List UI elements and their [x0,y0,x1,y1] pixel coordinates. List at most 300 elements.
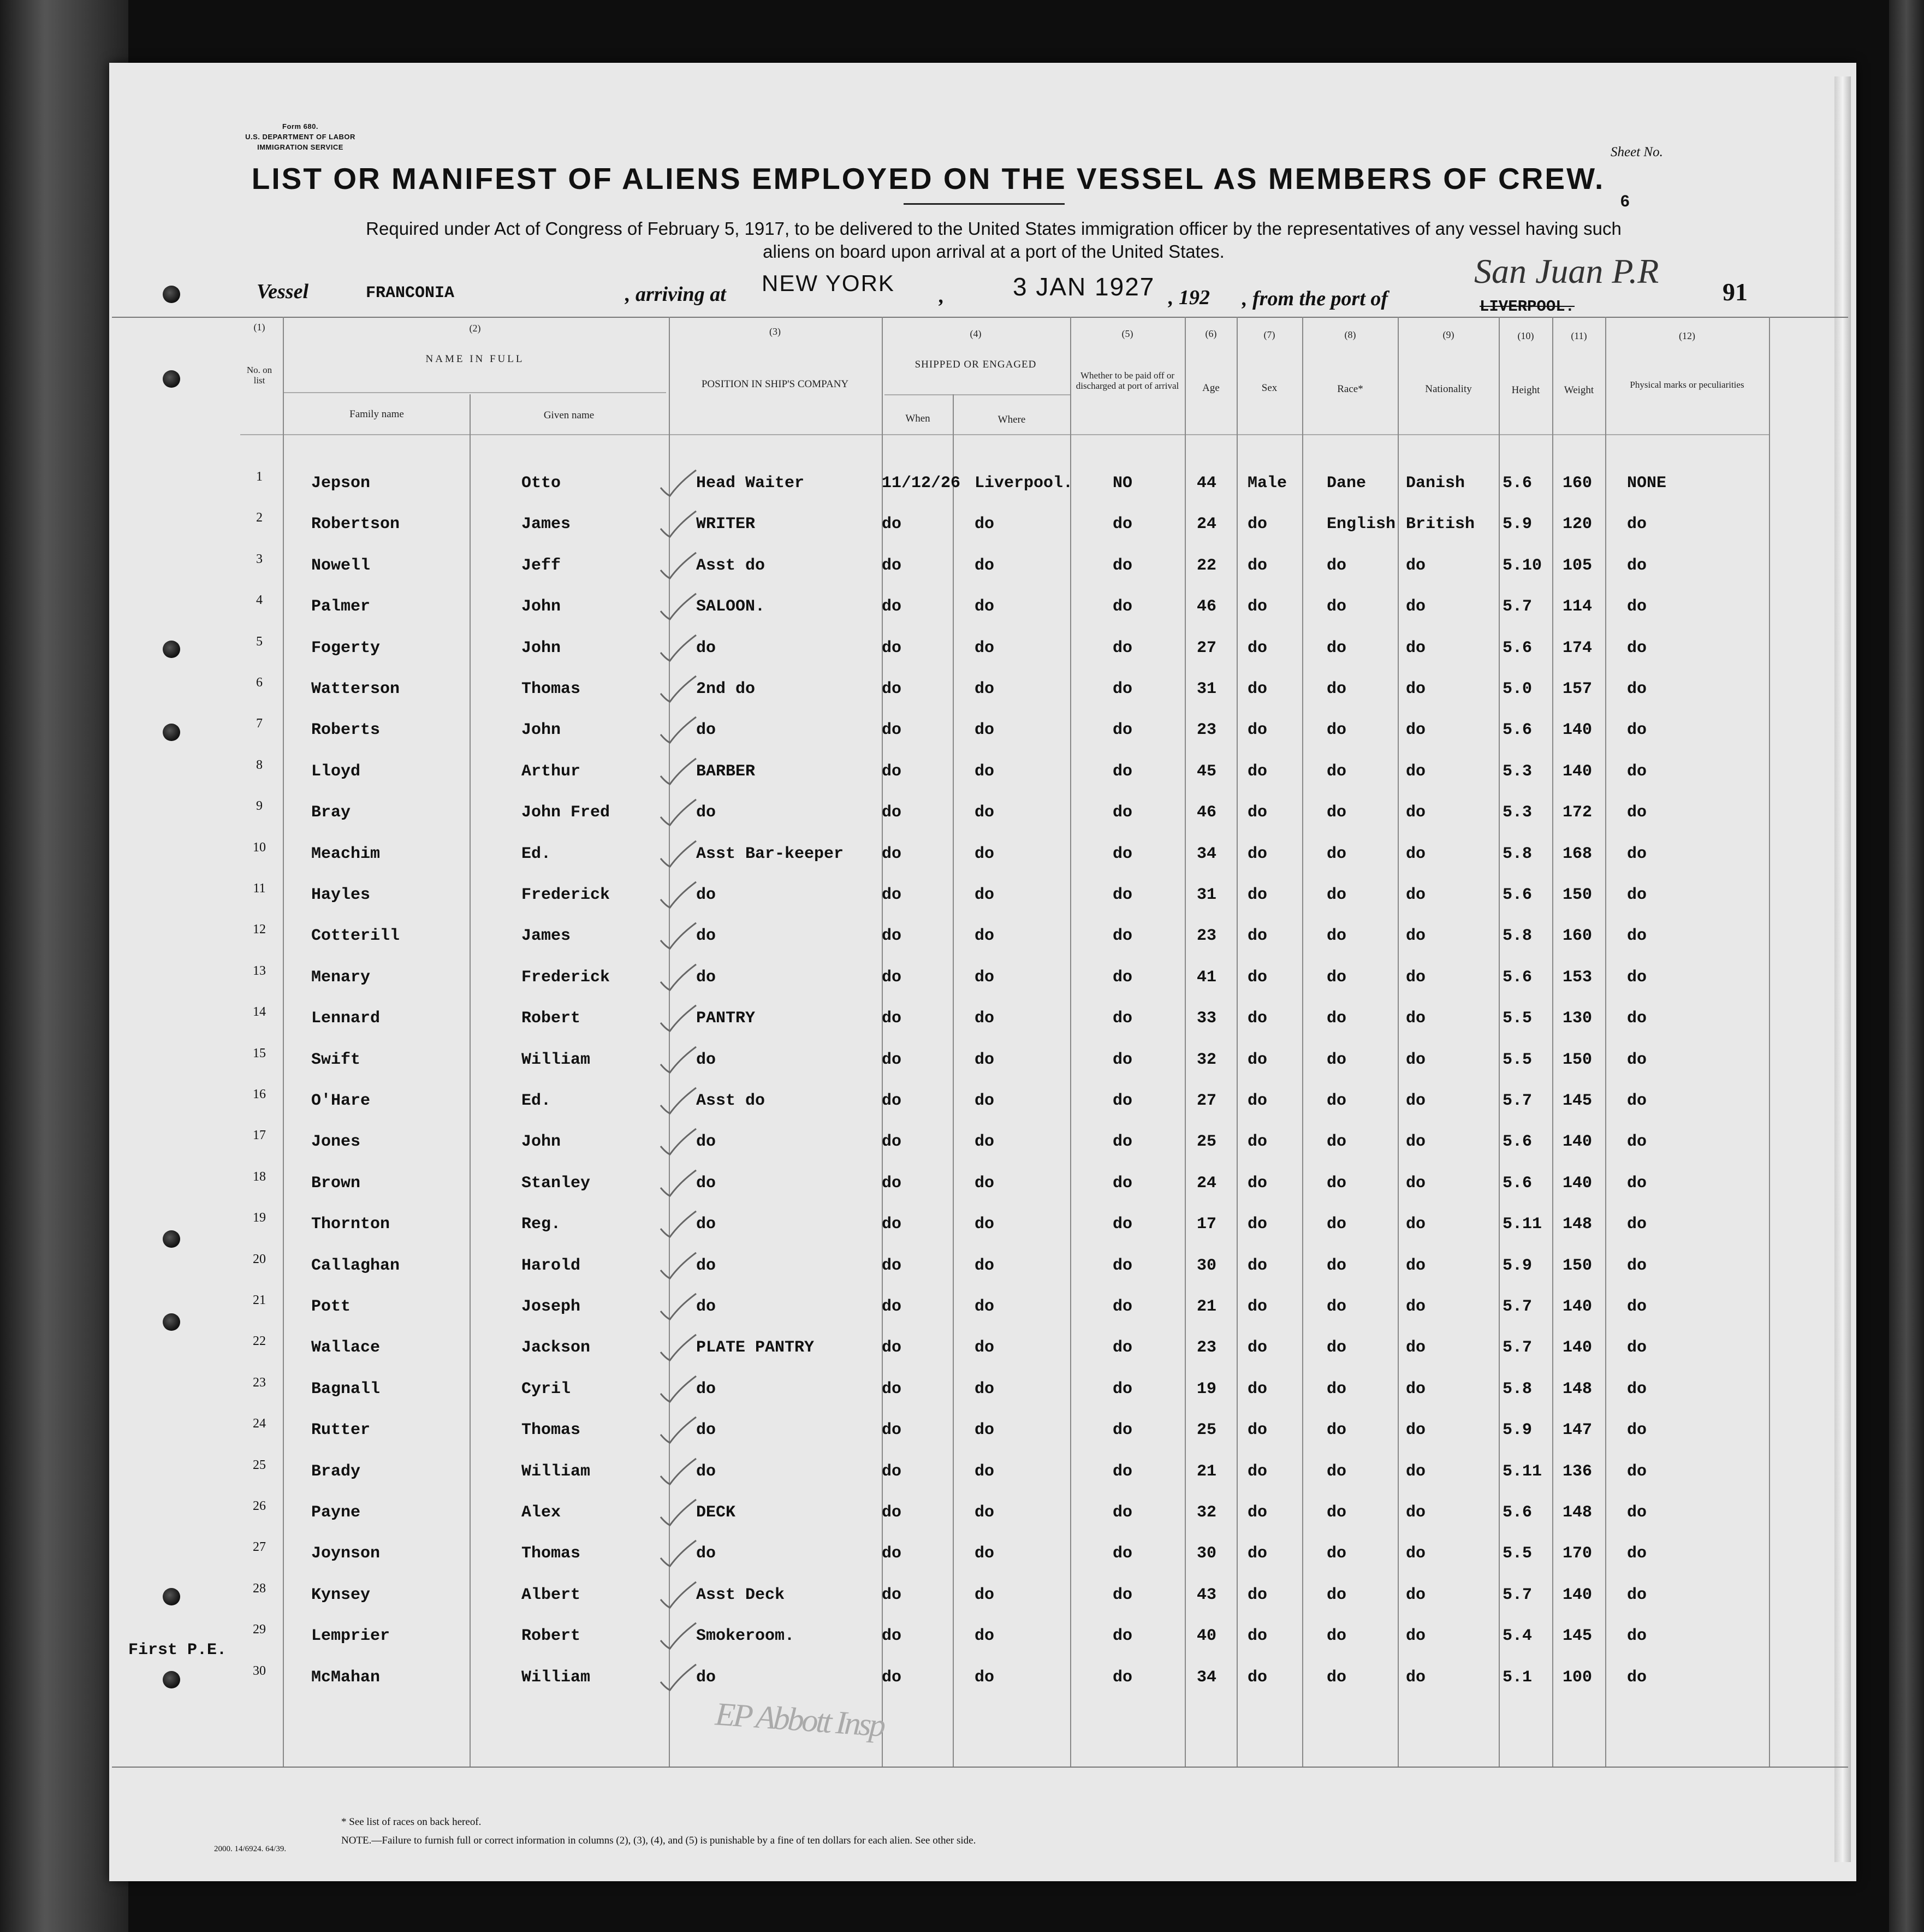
cell-sex: do [1248,1379,1268,1398]
cell-age: 24 [1197,1174,1217,1193]
cell-race: do [1327,968,1347,987]
cell-position: Asst do [696,556,765,575]
cell-given: William [521,1668,591,1687]
cell-weight: 140 [1563,762,1593,781]
cell-race: do [1327,1009,1347,1028]
cell-sex: do [1248,927,1268,946]
cell-where: do [975,638,995,657]
cell-when: do [882,1297,902,1316]
cell-weight: 136 [1563,1462,1593,1481]
cell-nationality: do [1406,1462,1426,1481]
cell-given: Ed. [521,844,551,863]
cell-family: Robertson [311,515,400,534]
form-service: IMMIGRATION SERVICE [257,143,343,151]
cell-age: 23 [1197,721,1217,740]
cell-race: English [1327,515,1396,534]
cell-age: 19 [1197,1379,1217,1398]
cell-nationality: do [1406,680,1426,698]
cell-nationality: do [1406,721,1426,740]
cell-position: WRITER [696,515,756,534]
cell-nationality: do [1406,1668,1426,1687]
row-number: 1 [256,470,263,484]
cell-position: Asst Deck [696,1585,785,1604]
cell-given: John Fred [521,803,610,822]
cell-race: do [1327,1462,1347,1481]
col10-label: Height [1511,384,1540,396]
cell-age: 30 [1197,1544,1217,1563]
cell-sex: do [1248,762,1268,781]
row-number: 21 [253,1293,266,1307]
cell-sex: do [1248,680,1268,698]
cell-when: do [882,968,902,987]
cell-where: do [975,1133,995,1152]
cell-race: do [1327,1503,1347,1522]
col5-number: (5) [1121,328,1133,339]
cell-marks: do [1627,1297,1647,1316]
given-name-label: Given name [543,410,595,421]
cell-marks: do [1627,597,1647,617]
cell-sex: do [1248,1421,1268,1440]
cell-family: Brady [311,1462,361,1481]
cell-position: do [696,1379,716,1398]
col9-label: Nationality [1425,383,1472,395]
cell-family: Callaghan [311,1256,400,1275]
col8-number: (8) [1344,329,1356,340]
cell-position: do [696,721,716,740]
cell-position: do [696,927,716,946]
cell-family: Swift [311,1050,361,1069]
cell-when: do [882,1338,902,1358]
cell-weight: 147 [1563,1421,1593,1440]
form-department: U.S. DEPARTMENT OF LABOR [245,133,355,141]
cell-nationality: do [1406,1338,1426,1358]
cell-race: do [1327,1338,1347,1358]
cell-position: do [696,1256,716,1275]
cell-sex: do [1248,556,1268,575]
from-port-label: , from the port of [1242,287,1388,310]
col6-number: (6) [1205,328,1217,339]
cell-height: 5.9 [1503,1256,1533,1275]
form-header [213,121,388,152]
cell-race: do [1327,1092,1347,1110]
cell-given: Joseph [521,1297,581,1316]
cell-height: 5.4 [1503,1627,1533,1646]
cell-where: do [975,1544,995,1563]
cell-position: Asst Bar-keeper [696,844,844,863]
cell-family: Bray [311,803,351,822]
cell-position: do [696,1668,716,1687]
cell-height: 5.5 [1503,1544,1533,1563]
cell-paid: do [1113,762,1133,781]
cell-age: 23 [1197,1338,1217,1358]
row-number: 13 [253,963,266,978]
cell-nationality: do [1406,1256,1426,1275]
cell-nationality: Danish [1406,474,1465,493]
cell-weight: 145 [1563,1627,1593,1646]
cell-sex: do [1248,1462,1268,1481]
cell-paid: do [1113,1009,1133,1028]
family-name-label: Family name [349,408,404,420]
cell-age: 24 [1197,515,1217,534]
cell-where: do [975,886,995,904]
name-sub-rule [284,392,666,393]
cell-where: do [975,1338,995,1358]
cell-age: 32 [1197,1050,1217,1069]
cell-height: 5.7 [1503,1297,1533,1316]
cell-weight: 114 [1563,597,1593,617]
cell-nationality: do [1406,1215,1426,1234]
cell-when: do [882,597,902,617]
cell-sex: do [1248,1338,1268,1358]
col-divider [1769,317,1770,1767]
cell-age: 33 [1197,1009,1217,1028]
cell-height: 5.6 [1503,638,1533,657]
cell-height: 5.5 [1503,1009,1533,1028]
row-number: 29 [253,1622,266,1637]
cell-sex: do [1248,1585,1268,1604]
cell-where: do [975,803,995,822]
cell-family: O'Hare [311,1092,371,1110]
cell-family: Wallace [311,1338,381,1358]
cell-nationality: do [1406,1174,1426,1193]
cell-nationality: do [1406,1297,1426,1316]
cell-marks: NONE [1627,474,1667,493]
cell-paid: do [1113,1544,1133,1563]
cell-weight: 150 [1563,1050,1593,1069]
cell-race: do [1327,1133,1347,1152]
cell-paid: do [1113,1215,1133,1234]
cell-weight: 140 [1563,721,1593,740]
cell-where: do [975,1668,995,1687]
cell-age: 41 [1197,968,1217,987]
cell-sex: do [1248,844,1268,863]
cell-sex: do [1248,1050,1268,1069]
cell-position: do [696,886,716,904]
cell-given: John [521,721,561,740]
cell-where: do [975,1256,995,1275]
row-number: 9 [256,799,263,814]
cell-height: 5.3 [1503,762,1533,781]
cell-paid: do [1113,597,1133,617]
cell-marks: do [1627,1421,1647,1440]
cell-age: 34 [1197,1668,1217,1687]
cell-race: do [1327,556,1347,575]
row-number: 14 [253,1005,266,1020]
cell-race: do [1327,638,1347,657]
cell-height: 5.7 [1503,1338,1533,1358]
cell-position: do [696,1050,716,1069]
cell-nationality: do [1406,886,1426,904]
cell-when: do [882,1009,902,1028]
cell-family: Rutter [311,1421,371,1440]
cell-race: do [1327,762,1347,781]
col-divider [1070,317,1071,1767]
col-divider [669,317,670,1767]
cell-family: Pott [311,1297,351,1316]
cell-age: 32 [1197,1503,1217,1522]
col-divider [1552,317,1553,1767]
cell-where: do [975,1174,995,1193]
cell-marks: do [1627,1092,1647,1110]
cell-nationality: do [1406,1092,1426,1110]
row-number: 10 [253,840,266,855]
footnotes [341,1813,976,1850]
cell-sex: do [1248,1092,1268,1110]
cell-when: do [882,1133,902,1152]
cell-paid: do [1113,638,1133,657]
cell-paid: do [1113,844,1133,863]
cell-height: 5.1 [1503,1668,1533,1687]
cell-when: do [882,844,902,863]
row-number: 27 [253,1540,266,1555]
cell-age: 31 [1197,680,1217,698]
col4-number: (4) [970,328,982,339]
col2-number: (2) [469,323,481,334]
col1-label: No. on list [246,365,272,386]
cell-nationality: do [1406,556,1426,575]
year-suffix: , 192 [1168,286,1210,309]
cell-weight: 160 [1563,927,1593,946]
cell-sex: do [1248,968,1268,987]
col-divider [1237,317,1238,1767]
cell-age: 27 [1197,1092,1217,1110]
table-top-rule [112,317,1848,318]
cell-sex: do [1248,886,1268,904]
cell-height: 5.6 [1503,1174,1533,1193]
cell-sex: do [1248,721,1268,740]
cell-sex: do [1248,1627,1268,1646]
cell-nationality: do [1406,1627,1426,1646]
cell-family: Lennard [311,1009,381,1028]
punch-hole [163,724,180,741]
row-number: 25 [253,1457,266,1472]
cell-when: do [882,1379,902,1398]
cell-weight: 148 [1563,1379,1593,1398]
cell-paid: do [1113,1174,1133,1193]
sheet-label: Sheet No. [1611,145,1663,159]
col6-label: Age [1202,382,1220,394]
row-number: 4 [256,593,263,608]
list-number: 91 [1723,278,1748,306]
cell-race: do [1327,721,1347,740]
cell-paid: do [1113,1297,1133,1316]
cell-paid: do [1113,1338,1133,1358]
row-number: 15 [253,1046,266,1060]
cell-when: do [882,680,902,698]
cell-position: Asst do [696,1092,765,1110]
cell-height: 5.11 [1503,1462,1542,1481]
cell-given: Frederick [521,886,610,904]
cell-given: Ed. [521,1092,551,1110]
port-struck: LIVERPOOL. [1480,298,1575,316]
cell-given: Harold [521,1256,581,1275]
col5-label: Whether to be paid off or discharged at port of arrival [1076,370,1179,391]
col1-number: (1) [253,322,265,333]
when-label: When [905,413,930,424]
cell-nationality: do [1406,1050,1426,1069]
cell-paid: do [1113,1379,1133,1398]
cell-nationality: do [1406,927,1426,946]
cell-weight: 140 [1563,1174,1593,1193]
cell-nationality: do [1406,1379,1426,1398]
cell-height: 5.0 [1503,680,1533,698]
cell-age: 22 [1197,556,1217,575]
cell-race: do [1327,680,1347,698]
cell-marks: do [1627,1050,1647,1069]
cell-weight: 140 [1563,1585,1593,1604]
cell-given: John [521,638,561,657]
cell-family: Palmer [311,597,371,617]
cell-marks: do [1627,968,1647,987]
cell-paid: do [1113,1421,1133,1440]
cell-age: 46 [1197,803,1217,822]
row-number: 16 [253,1087,266,1101]
cell-nationality: do [1406,1585,1426,1604]
form-number: Form 680. [282,122,318,131]
cell-race: do [1327,1668,1347,1687]
col-divider [1302,317,1303,1767]
cell-when: do [882,762,902,781]
cell-position: do [696,1133,716,1152]
cell-marks: do [1627,515,1647,534]
cell-when: do [882,1174,902,1193]
cell-where: do [975,1462,995,1481]
cell-weight: 140 [1563,1297,1593,1316]
cell-position: do [696,638,716,657]
row-number: 6 [256,675,263,690]
cell-weight: 160 [1563,474,1593,493]
cell-given: Reg. [521,1215,561,1234]
cell-where: do [975,1503,995,1522]
cell-age: 21 [1197,1462,1217,1481]
cell-family: Meachim [311,844,381,863]
cell-when: do [882,1215,902,1234]
col8-label: Race* [1337,383,1363,395]
cell-given: Thomas [521,680,581,698]
cell-given: John [521,597,561,617]
cell-family: Lloyd [311,762,361,781]
row-number: 8 [256,757,263,772]
cell-position: PANTRY [696,1009,756,1028]
cell-age: 25 [1197,1421,1217,1440]
cell-age: 30 [1197,1256,1217,1275]
row-number: 5 [256,634,263,649]
cell-height: 5.5 [1503,1050,1533,1069]
cell-paid: do [1113,1585,1133,1604]
cell-weight: 150 [1563,1256,1593,1275]
cell-family: Fogerty [311,638,381,657]
cell-family: Jepson [311,474,371,493]
cell-weight: 153 [1563,968,1593,987]
cell-family: McMahan [311,1668,381,1687]
cell-age: 25 [1197,1133,1217,1152]
sheet-number: 6 [1620,192,1630,210]
col-divider [1185,317,1186,1767]
cell-given: James [521,927,571,946]
cell-when: do [882,1503,902,1522]
cell-height: 5.6 [1503,474,1533,493]
cell-paid: do [1113,721,1133,740]
inspector-signature: EP Abbott Insp [714,1696,885,1744]
cell-weight: 100 [1563,1668,1593,1687]
cell-family: Lemprier [311,1627,390,1646]
cell-position: Head Waiter [696,474,805,493]
cell-when: do [882,515,902,534]
cell-sex: Male [1248,474,1287,493]
cell-race: do [1327,1585,1347,1604]
cell-weight: 172 [1563,803,1593,822]
cell-position: do [696,1215,716,1234]
row-number: 20 [253,1252,266,1266]
cell-age: 21 [1197,1297,1217,1316]
cell-where: do [975,1585,995,1604]
cell-when: do [882,1092,902,1110]
cell-when: do [882,556,902,575]
cell-height: 5.6 [1503,886,1533,904]
cell-paid: do [1113,1503,1133,1522]
cell-given: William [521,1462,591,1481]
row-number: 7 [256,716,263,731]
date-stamp: 3 JAN 1927 [1013,272,1155,301]
cell-where: do [975,721,995,740]
cell-nationality: British [1406,515,1475,534]
subtitle-line-2: aliens on board upon arrival at a port of the United States. [763,241,1225,262]
film-strip-right [1889,0,1924,1932]
row-number: 23 [253,1375,266,1390]
cell-age: 31 [1197,886,1217,904]
cell-weight: 150 [1563,886,1593,904]
cell-sex: do [1248,1215,1268,1234]
cell-race: do [1327,1215,1347,1234]
cell-family: Bagnall [311,1379,381,1398]
table-bottom-rule [112,1767,1848,1768]
punch-hole [163,286,180,303]
cell-paid: do [1113,968,1133,987]
cell-marks: do [1627,1503,1647,1522]
cell-height: 5.10 [1503,556,1542,575]
cell-position: do [696,1421,716,1440]
cell-given: Jackson [521,1338,591,1358]
punch-hole [163,370,180,388]
cell-marks: do [1627,1544,1647,1563]
cell-weight: 174 [1563,638,1593,657]
cell-marks: do [1627,927,1647,946]
cell-family: Jones [311,1133,361,1152]
cell-given: Alex [521,1503,561,1522]
cell-where: do [975,597,995,617]
cell-given: Thomas [521,1421,581,1440]
cell-paid: do [1113,1092,1133,1110]
cell-paid: do [1113,1050,1133,1069]
cell-where: do [975,1050,995,1069]
col2-label: NAME IN FULL [425,353,525,365]
cell-family: Roberts [311,721,381,740]
date-comma: , [939,285,945,307]
cell-when: do [882,927,902,946]
cell-race: do [1327,886,1347,904]
cell-height: 5.6 [1503,968,1533,987]
cell-height: 5.8 [1503,927,1533,946]
cell-nationality: do [1406,1009,1426,1028]
cell-position: PLATE PANTRY [696,1338,815,1358]
cell-paid: do [1113,556,1133,575]
cell-race: do [1327,927,1347,946]
cell-age: 43 [1197,1585,1217,1604]
cell-nationality: do [1406,1421,1426,1440]
cell-marks: do [1627,762,1647,781]
cell-height: 5.8 [1503,1379,1533,1398]
cell-given: Robert [521,1627,581,1646]
